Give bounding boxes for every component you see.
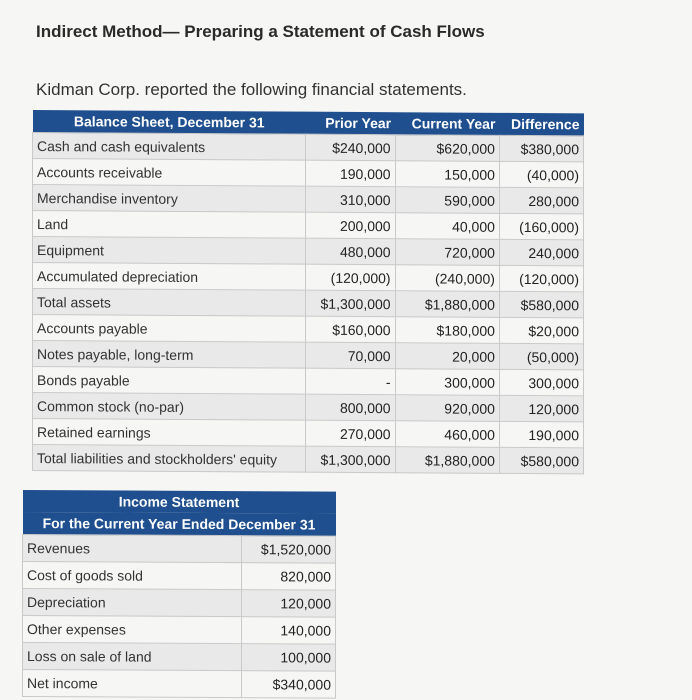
amount-value: $340,000: [242, 671, 336, 698]
header-balance-sheet: Balance Sheet, December 31: [33, 110, 306, 134]
amount-value: 120,000: [242, 590, 336, 617]
amount-value: $1,520,000: [242, 536, 336, 563]
row-label: Cost of goods sold: [23, 562, 242, 590]
current-year-value: 720,000: [395, 239, 499, 266]
row-label: Accounts receivable: [33, 159, 306, 187]
prior-year-value: (120,000): [306, 264, 395, 291]
table-row: [33, 367, 584, 396]
current-year-value: 20,000: [395, 343, 499, 370]
table-row: [33, 393, 584, 422]
table-row: [23, 643, 336, 672]
row-label: Accumulated depreciation: [33, 263, 306, 291]
prior-year-value: 70,000: [306, 342, 395, 369]
prior-year-value: 190,000: [306, 160, 395, 187]
table-row: [33, 237, 584, 266]
income-statement-title-row: [23, 490, 336, 514]
difference-value: 280,000: [499, 187, 583, 214]
row-label: Net income: [23, 670, 242, 698]
prior-year-value: 480,000: [306, 238, 395, 265]
current-year-value: 40,000: [395, 213, 499, 240]
difference-value: (50,000): [499, 343, 583, 370]
current-year-value: 460,000: [395, 421, 499, 448]
header-difference: Difference: [499, 113, 583, 136]
table-row: [33, 341, 584, 370]
row-label: Total liabilities and stockholders' equity: [33, 445, 306, 473]
balance-sheet-table: [32, 110, 584, 474]
row-label: Retained earnings: [33, 419, 306, 447]
prior-year-value: 200,000: [306, 212, 395, 239]
income-statement-table: [22, 490, 336, 699]
table-row: [33, 133, 584, 162]
amount-value: 820,000: [242, 563, 336, 590]
difference-value: 190,000: [499, 421, 583, 448]
table-row: [33, 445, 584, 474]
row-label: Bonds payable: [33, 367, 306, 395]
income-statement-title: Income Statement: [23, 490, 336, 514]
row-label: Other expenses: [23, 616, 242, 644]
current-year-value: 150,000: [395, 161, 499, 188]
current-year-value: (240,000): [395, 265, 499, 292]
intro-text: Kidman Corp. reported the following financial statements.: [36, 80, 467, 99]
difference-value: 300,000: [499, 369, 583, 396]
row-label: Common stock (no-par): [33, 393, 306, 421]
income-statement-subtitle-row: [23, 512, 336, 536]
prior-year-value: $160,000: [306, 316, 395, 343]
difference-value: $580,000: [499, 291, 583, 318]
prior-year-value: $240,000: [306, 134, 395, 161]
row-label: Loss on sale of land: [23, 643, 242, 671]
prior-year-value: 310,000: [306, 186, 395, 213]
row-label: Notes payable, long-term: [33, 341, 306, 369]
table-row: [33, 315, 584, 344]
table-row: [33, 289, 584, 318]
table-row: [23, 589, 336, 618]
difference-value: (40,000): [499, 161, 583, 188]
row-label: Accounts payable: [33, 315, 306, 343]
header-prior-year: Prior Year: [306, 112, 395, 135]
table-row: [33, 419, 584, 448]
table-row: [23, 535, 336, 564]
header-current-year: Current Year: [395, 112, 499, 135]
prior-year-value: $1,300,000: [306, 290, 395, 317]
prior-year-value: 270,000: [306, 420, 395, 447]
difference-value: (160,000): [499, 213, 583, 240]
difference-value: $380,000: [499, 135, 583, 162]
table-row: [23, 670, 336, 699]
difference-value: (120,000): [499, 265, 583, 292]
balance-sheet-header-row: [33, 110, 584, 136]
row-label: Cash and cash equivalents: [33, 133, 306, 161]
current-year-value: $1,880,000: [395, 447, 499, 474]
difference-value: $20,000: [499, 317, 583, 344]
income-statement-subtitle: For the Current Year Ended December 31: [23, 512, 336, 536]
row-label: Revenues: [23, 535, 242, 563]
amount-value: 140,000: [242, 617, 336, 644]
difference-value: 240,000: [499, 239, 583, 266]
table-row: [33, 211, 584, 240]
current-year-value: 920,000: [395, 395, 499, 422]
current-year-value: $1,880,000: [395, 291, 499, 318]
table-row: [33, 185, 584, 214]
page-title: Indirect Method— Preparing a Statement of Cash Flows: [36, 22, 485, 41]
current-year-value: $620,000: [395, 135, 499, 162]
current-year-value: 300,000: [395, 369, 499, 396]
table-row: [33, 159, 584, 188]
amount-value: 100,000: [242, 644, 336, 671]
prior-year-value: -: [306, 368, 395, 395]
row-label: Equipment: [33, 237, 306, 265]
row-label: Depreciation: [23, 589, 242, 617]
current-year-value: $180,000: [395, 317, 499, 344]
current-year-value: 590,000: [395, 187, 499, 214]
table-row: [33, 263, 584, 292]
row-label: Merchandise inventory: [33, 185, 306, 213]
row-label: Land: [33, 211, 306, 239]
row-label: Total assets: [33, 289, 306, 317]
table-row: [23, 616, 336, 645]
difference-value: 120,000: [499, 395, 583, 422]
table-row: [23, 562, 336, 591]
prior-year-value: 800,000: [306, 394, 395, 421]
prior-year-value: $1,300,000: [306, 446, 395, 473]
difference-value: $580,000: [499, 447, 583, 474]
